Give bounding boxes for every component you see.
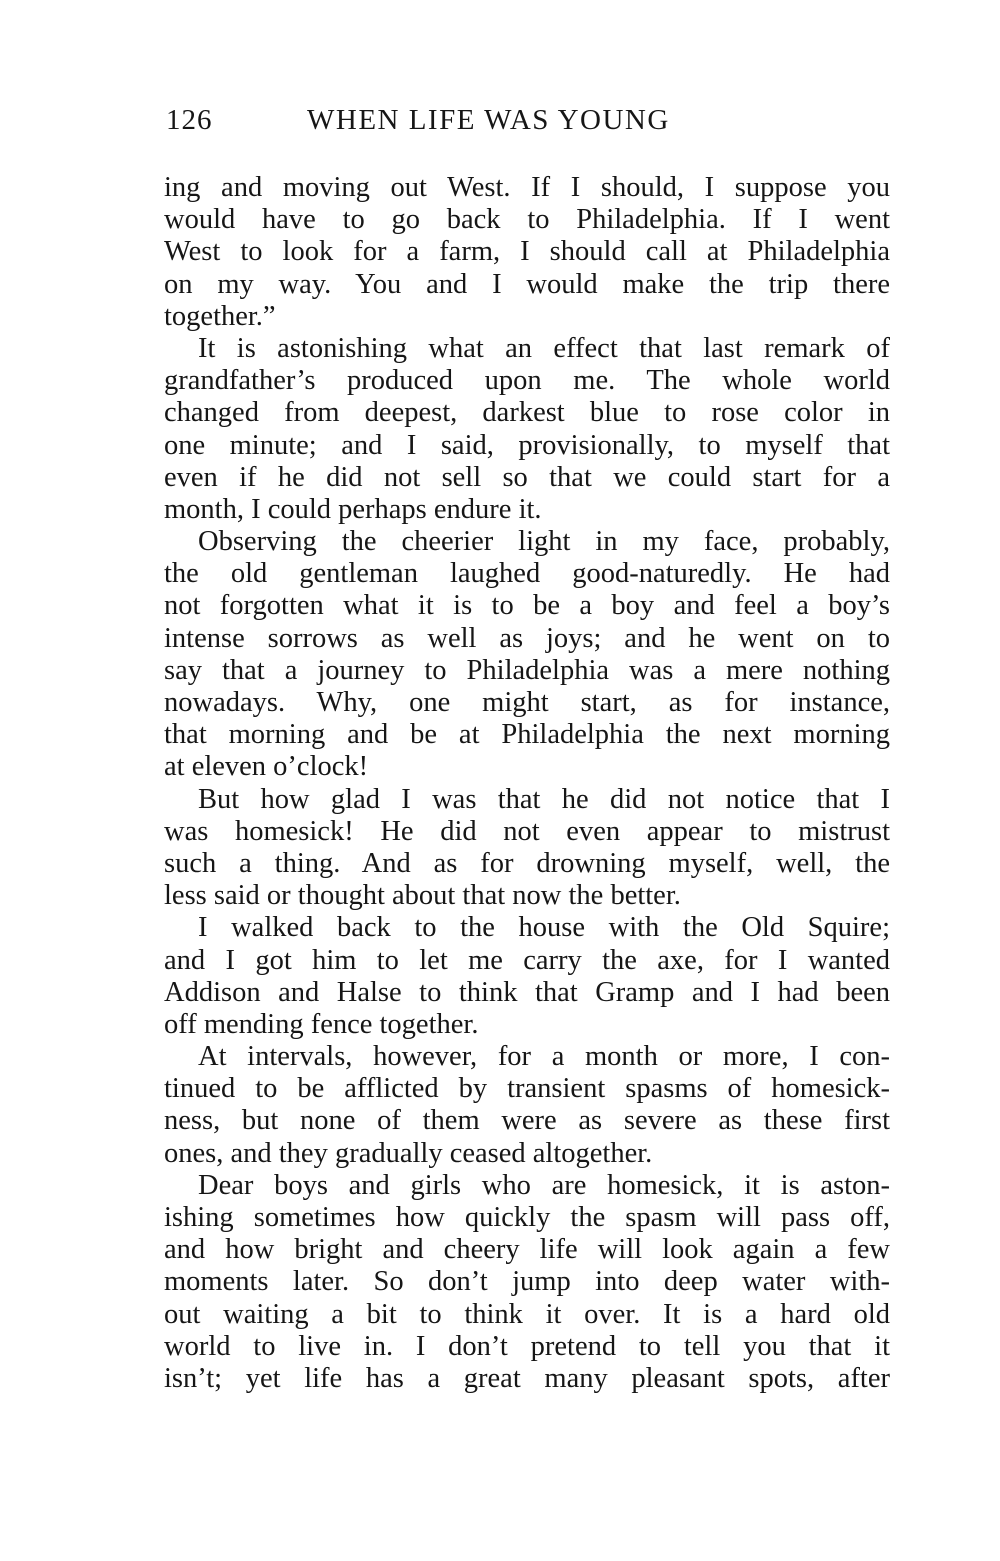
text-line: ishing sometimes how quickly the spasm will pass off, — [164, 1202, 890, 1233]
text-line: ness, but none of them were as severe as these first — [164, 1105, 890, 1137]
text-line: isn’t; yet life has a great many pleasant spots, after — [164, 1362, 890, 1394]
text-line: would have to go back to Philadelphia. If I went — [164, 204, 890, 236]
text-line: and I got him to let me carry the axe, for I wanted — [164, 944, 890, 976]
text-line: West to look for a farm, I should call at Philadelphia — [164, 236, 890, 268]
text-line: at eleven o’clock! — [164, 751, 369, 783]
text-line: month, I could perhaps endure it. — [164, 493, 542, 525]
text-line: It is astonishing what an effect that last remark of — [198, 332, 890, 364]
text-line: say that a journey to Philadelphia was a mere nothing — [164, 654, 890, 686]
text-line: But how glad I was that he did not notice that I — [198, 783, 890, 815]
text-line: off mending fence together. — [164, 1008, 479, 1040]
text-line: less said or thought about that now the better. — [164, 880, 681, 912]
text-line: even if he did not sell so that we could start for a — [164, 461, 890, 493]
text-line: intense sorrows as well as joys; and he went on to — [164, 622, 890, 654]
page-number: 126 — [166, 104, 213, 136]
text-line: world to live in. I don’t pretend to tell you that it — [164, 1330, 890, 1362]
running-head — [166, 104, 890, 144]
text-line: moments later. So don’t jump into deep water with- — [164, 1266, 890, 1298]
body-text — [164, 172, 890, 1395]
text-line: and how bright and cheery life will look again a few — [164, 1234, 890, 1266]
text-line: that morning and be at Philadelphia the next morning — [164, 719, 890, 751]
text-line: ones, and they gradually ceased altogether. — [164, 1137, 653, 1169]
text-line: I walked back to the house with the Old Squire; — [198, 912, 890, 944]
text-line: changed from deepest, darkest blue to rose color in — [164, 397, 890, 429]
text-line: ing and moving out West. If I should, I suppose you — [164, 172, 890, 203]
running-title: WHEN LIFE WAS YOUNG — [307, 104, 670, 136]
text-line: one minute; and I said, provisionally, to myself that — [164, 429, 890, 461]
text-line: the old gentleman laughed good-naturedly. He had — [164, 558, 890, 590]
text-line: such a thing. And as for drowning myself, well, the — [164, 847, 890, 879]
text-line: nowadays. Why, one might start, as for instance, — [164, 687, 890, 718]
text-line: At intervals, however, for a month or more, I con- — [198, 1041, 890, 1073]
text-line: tinued to be afflicted by transient spasms of homesick- — [164, 1073, 890, 1105]
text-line: on my way. You and I would make the trip there — [164, 268, 890, 300]
text-line: Observing the cheerier light in my face, probably, — [198, 526, 890, 558]
text-line: together.” — [164, 300, 276, 332]
text-line: was homesick! He did not even appear to mistrust — [164, 815, 890, 847]
text-line: Addison and Halse to think that Gramp and I had been — [164, 976, 890, 1008]
text-line: Dear boys and girls who are homesick, it is aston- — [198, 1169, 890, 1201]
text-line: out waiting a bit to think it over. It is a hard old — [164, 1298, 890, 1330]
text-line: not forgotten what it is to be a boy and feel a boy’s — [164, 590, 890, 622]
text-line: grandfather’s produced upon me. The whole world — [164, 365, 890, 397]
